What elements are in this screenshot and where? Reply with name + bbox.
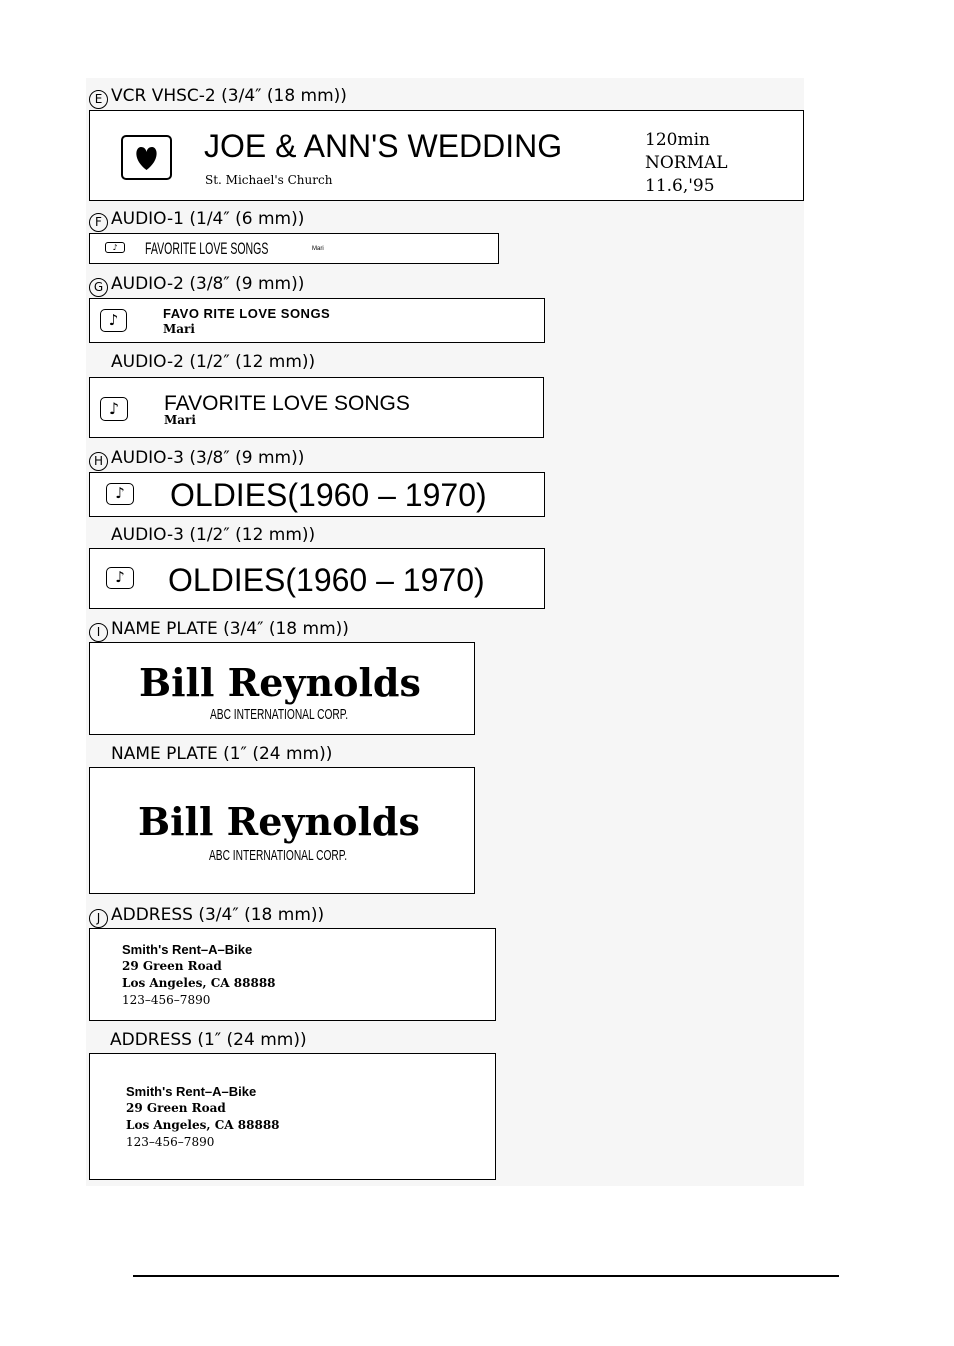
audio-2-small-artist: Mari [163,322,195,336]
heart-icon [123,137,170,178]
music-note-icon: ♪ [106,483,134,505]
address-small-line-3: Los Angeles, CA 88888 [122,976,276,990]
name-plate-large-company: ABC INTERNATIONAL CORP. [209,847,348,864]
label-address-large [89,1053,496,1180]
footer-rule [133,1275,839,1277]
audio-2-large-artist: Mari [164,413,196,427]
address-large-line-4: 123–456–7890 [126,1135,215,1149]
address-large-line-3: Los Angeles, CA 88888 [126,1118,280,1132]
audio-3-small-title: OLDIES(1960 – 1970) [170,477,487,513]
caption-name-plate-small-text: NAME PLATE (3/4″ (18 mm)) [111,619,349,639]
marker-f: F [89,213,108,232]
label-vcr [89,110,804,201]
caption-address-small-text: ADDRESS (3/4″ (18 mm)) [111,905,325,925]
heart-icon-frame [121,135,172,180]
label-name-plate-large [89,767,475,894]
marker-g: G [89,278,108,297]
address-small-line-1: Smith's Rent–A–Bike [122,942,253,957]
vcr-subtitle: St. Michael's Church [205,173,333,187]
caption-audio-2-large [111,352,315,372]
cassette-icon: ♪ [105,242,125,253]
marker-i: I [89,623,108,642]
caption-audio-1-text: AUDIO-1 (1/4″ (6 mm)) [111,209,305,229]
caption-address-large-text: ADDRESS (1″ (24 mm)) [110,1030,307,1050]
caption-name-plate-large [111,744,332,764]
audio-2-small-title: FAVO RITE LOVE SONGS [163,306,331,321]
vcr-info-date: 11.6,'95 [645,176,715,196]
label-audio-3-small [89,472,545,517]
caption-address-small [89,905,324,928]
label-name-plate-small [89,642,475,735]
vcr-info-duration: 120min [645,130,710,150]
music-note-icon: ♪ [106,567,134,589]
caption-name-plate-small [89,619,349,642]
marker-h: H [89,452,108,471]
vcr-title: JOE & ANN'S WEDDING [204,128,563,164]
audio-3-large-title: OLDIES(1960 – 1970) [168,562,485,598]
name-plate-large-name: Bill Reynolds [138,799,420,844]
label-audio-3-large [89,548,545,609]
caption-audio-2-large-text: AUDIO-2 (1/2″ (12 mm)) [111,352,316,372]
audio-1-artist: Mari [312,246,324,252]
label-audio-2-small [89,298,545,343]
caption-audio-2-small [89,274,304,297]
address-small-line-2: 29 Green Road [122,959,222,973]
caption-address-large [110,1030,307,1050]
label-audio-1 [89,233,499,264]
audio-2-large-title: FAVORITE LOVE SONGS [164,392,410,415]
caption-vcr [89,86,347,109]
caption-name-plate-large-text: NAME PLATE (1″ (24 mm)) [111,744,333,764]
caption-audio-3-small-text: AUDIO-3 (3/8″ (9 mm)) [111,448,305,468]
marker-j: J [89,909,108,928]
name-plate-small-company: ABC INTERNATIONAL CORP. [210,706,349,723]
caption-audio-2-small-text: AUDIO-2 (3/8″ (9 mm)) [111,274,305,294]
caption-audio-3-large [111,525,315,545]
label-address-small [89,928,496,1021]
music-note-icon: ♪ [100,309,127,332]
name-plate-small-name: Bill Reynolds [139,660,421,705]
name-plate-small-company-wrap [210,706,413,724]
caption-audio-1 [89,209,304,232]
marker-e: E [89,90,108,109]
vcr-info-mode: NORMAL [645,153,728,173]
address-small-line-4: 123–456–7890 [122,993,211,1007]
name-plate-large-company-wrap [209,847,412,865]
address-large-line-1: Smith's Rent–A–Bike [126,1084,257,1099]
caption-audio-3-large-text: AUDIO-3 (1/2″ (12 mm)) [111,525,316,545]
caption-audio-3-small [89,448,304,471]
label-audio-2-large [89,377,544,438]
caption-vcr-text: VCR VHSC-2 (3/4″ (18 mm)) [111,86,347,106]
music-note-icon: ♪ [100,397,128,421]
audio-1-title: FAVORITE LOVE SONGS [145,239,269,258]
address-large-line-2: 29 Green Road [126,1101,226,1115]
